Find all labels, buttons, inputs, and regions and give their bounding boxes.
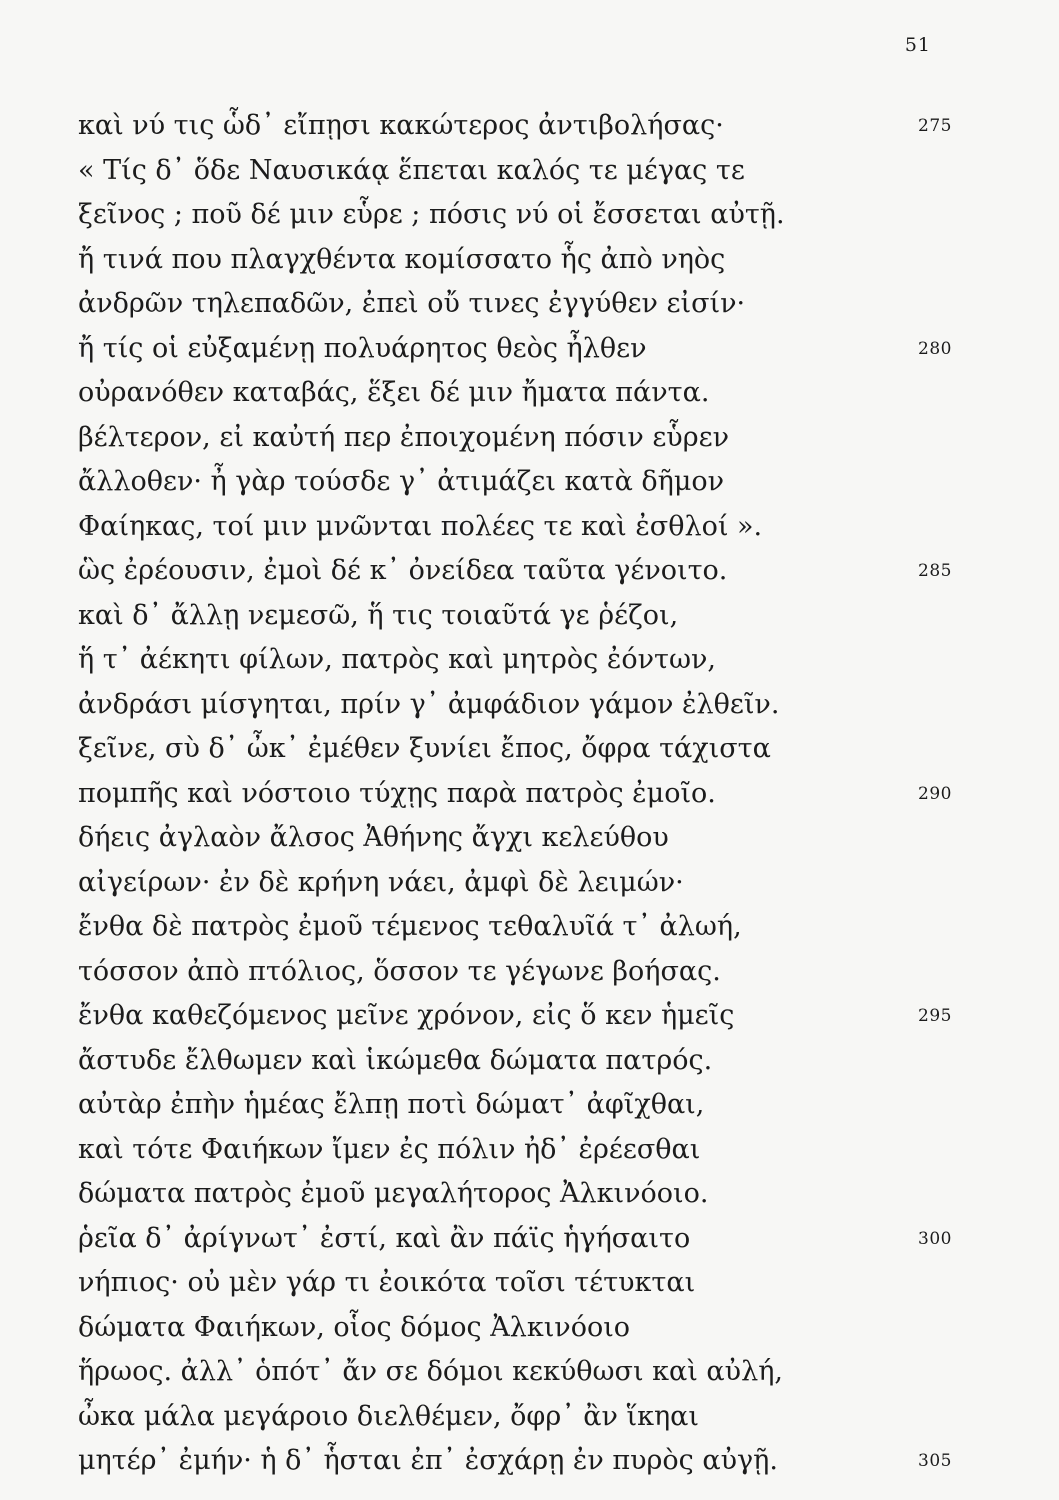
verse-line — [78, 1261, 958, 1306]
verse-line — [78, 1217, 958, 1262]
verse-text: ἀνδράσι μίσγηται, πρίν γ᾽ ἀμφάδιον γάμον ἐλθεῖν. — [78, 688, 780, 720]
line-number: 300 — [918, 1228, 952, 1249]
verse-text: νήπιος· οὐ μὲν γάρ τι ἐοικότα τοῖσι τέτυκται — [78, 1267, 696, 1298]
verse-line — [78, 772, 958, 817]
verse-line — [78, 371, 958, 416]
verse-text: πομπῆς καὶ νόστοιο τύχῃς παρὰ πατρὸς ἐμοῖο. — [78, 777, 716, 809]
verse-text: καὶ νύ τις ὧδ᾽ εἴπῃσι κακώτερος ἀντιβολήσας· — [78, 110, 724, 141]
line-number: 285 — [918, 561, 952, 581]
page-number: 51 — [904, 34, 931, 56]
verse-line — [78, 727, 958, 772]
verse-line — [78, 994, 958, 1039]
verse-text: τόσσον ἀπὸ πτόλιος, ὅσσον τε γέγωνε βοήσας. — [78, 955, 721, 987]
verse-text: ἄλλοθεν· ἦ γὰρ τούσδε γ᾽ ἀτιμάζει κατὰ δῆμον — [78, 466, 725, 497]
verse-line — [78, 905, 958, 950]
verse-text: Φαίηκας, τοί μιν μνῶνται πολέες τε καὶ ἐσθλοί ». — [78, 510, 763, 542]
verse-line — [78, 861, 958, 906]
verse-block — [78, 104, 958, 1484]
verse-line — [78, 1039, 958, 1084]
verse-line — [78, 1350, 958, 1395]
verse-line — [78, 327, 958, 372]
line-number: 280 — [918, 338, 952, 359]
verse-line — [78, 816, 958, 861]
line-number: 295 — [918, 1006, 952, 1026]
verse-text: ἔνθα καθεζόμενος μεῖνε χρόνον, εἰς ὅ κεν ἡμεῖς — [78, 1000, 735, 1031]
verse-text: ξεῖνε, σὺ δ᾽ ὦκ᾽ ἐμέθεν ξυνίει ἔπος, ὄφρα τάχιστα — [78, 733, 771, 764]
verse-line — [78, 950, 958, 995]
verse-text: ἄστυδε ἔλθωμεν καὶ ἱκώμεθα δώματα πατρός. — [78, 1044, 713, 1076]
verse-text: καὶ τότε Φαιήκων ἴμεν ἐς πόλιν ἠδ᾽ ἐρέεσθαι — [78, 1133, 701, 1165]
verse-text: ξεῖνος ; ποῦ δέ μιν εὗρε ; πόσις νύ οἱ ἔσσεται αὐτῇ. — [78, 199, 785, 230]
verse-text: ἥρωος. ἀλλ᾽ ὁπότ᾽ ἄν σε δόμοι κεκύθωσι καὶ αὐλή, — [78, 1356, 783, 1387]
verse-line — [78, 549, 958, 594]
verse-text: δώματα Φαιήκων, οἷος δόμος Ἀλκινόοιο — [78, 1311, 631, 1343]
verse-text: ἀνδρῶν τηλεπαδῶν, ἐπεὶ οὔ τινες ἐγγύθεν εἰσίν· — [78, 288, 746, 319]
verse-line — [78, 460, 958, 505]
verse-text: δήεις ἀγλαὸν ἄλσος Ἀθήνης ἄγχι κελεύθου — [78, 822, 669, 853]
verse-line — [78, 1172, 958, 1217]
line-number: 275 — [918, 116, 952, 136]
verse-line — [78, 1439, 958, 1484]
verse-text: « Τίς δ᾽ ὅδε Ναυσικάᾳ ἕπεται καλός τε μέγας τε — [78, 154, 745, 186]
verse-line — [78, 594, 958, 639]
verse-text: ἔνθα δὲ πατρὸς ἐμοῦ τέμενος τεθαλυῖά τ᾽ ἀλωή, — [78, 911, 742, 942]
verse-text: καὶ δ᾽ ἄλλῃ νεμεσῶ, ἥ τις τοιαῦτά γε ῥέζοι, — [78, 599, 679, 631]
verse-text: μητέρ᾽ ἐμήν· ἡ δ᾽ ἧσται ἐπ᾽ ἐσχάρῃ ἐν πυρὸς αὐγῇ. — [78, 1445, 778, 1476]
verse-line — [78, 638, 958, 683]
verse-line — [78, 683, 958, 728]
verse-line — [78, 238, 958, 283]
verse-text: οὐρανόθεν καταβάς, ἕξει δέ μιν ἤματα πάντα. — [78, 377, 710, 408]
verse-line — [78, 1083, 958, 1128]
verse-line — [78, 1395, 958, 1440]
verse-text: ἥ τ᾽ ἀέκητι φίλων, πατρὸς καὶ μητρὸς ἐόντων, — [78, 644, 716, 675]
verse-text: αἰγείρων· ἐν δὲ κρήνη νάει, ἀμφὶ δὲ λειμών· — [78, 866, 684, 898]
verse-text: ἤ τίς οἱ εὐξαμένῃ πολυάρητος θεὸς ἦλθεν — [78, 332, 647, 364]
verse-text: αὐτὰρ ἐπὴν ἡμέας ἔλπῃ ποτὶ δώματ᾽ ἀφῖχθαι, — [78, 1089, 705, 1120]
verse-line — [78, 149, 958, 194]
verse-line — [78, 505, 958, 550]
verse-text: βέλτερον, εἰ καὐτή περ ἐποιχομένη πόσιν εὗρεν — [78, 421, 729, 453]
verse-text: ῥεῖα δ᾽ ἀρίγνωτ᾽ ἐστί, καὶ ἂν πάϊς ἡγήσαιτο — [78, 1222, 691, 1254]
verse-line — [78, 282, 958, 327]
verse-line — [78, 1128, 958, 1173]
verse-line — [78, 104, 958, 149]
verse-text: ἤ τινά που πλαγχθέντα κομίσσατο ἧς ἀπὸ νηὸς — [78, 243, 726, 275]
verse-line — [78, 416, 958, 461]
verse-line — [78, 193, 958, 238]
verse-text: ὦκα μάλα μεγάροιο διελθέμεν, ὄφρ᾽ ἂν ἵκηαι — [78, 1400, 699, 1432]
line-number: 290 — [918, 783, 952, 804]
verse-line — [78, 1306, 958, 1351]
verse-text: ὣς ἐρέουσιν, ἐμοὶ δέ κ᾽ ὀνείδεα ταῦτα γένοιτο. — [78, 555, 728, 586]
line-number: 305 — [918, 1451, 952, 1471]
verse-text: δώματα πατρὸς ἐμοῦ μεγαλήτορος Ἀλκινόοιο. — [78, 1178, 709, 1209]
